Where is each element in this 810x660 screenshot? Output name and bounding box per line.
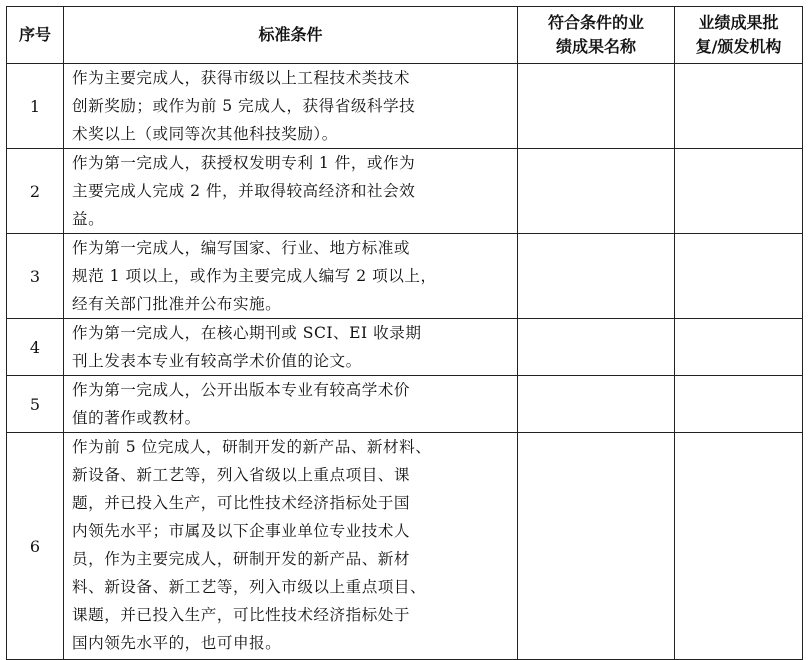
table-row <box>7 64 803 149</box>
header-index: 序号 <box>7 7 64 64</box>
row-condition: 作为前 5 位完成人，研制开发的新产品、新材料、 新设备、新工艺等，列入省级以上重点项目、课 题，并已投入生产，可比性技术经济指标处于国 内领先水平；市属及以下企事业单位专业技术人 员，作为主要完成人，研制开发的新产品、新材 料、新设备、新工艺等，列入市级以上重点项目、 课题，并已投入生产，可比性技术经济指标处于 国内领先水平的，也可申报。 <box>64 433 518 660</box>
issuer-cell[interactable] <box>675 433 803 660</box>
issuer-cell[interactable] <box>675 64 803 149</box>
row-index: 3 <box>7 234 64 319</box>
row-condition: 作为第一完成人，公开出版本专业有较高学术价 值的著作或教材。 <box>64 376 518 433</box>
row-index: 1 <box>7 64 64 149</box>
achievement-name-cell[interactable] <box>518 234 675 319</box>
issuer-cell[interactable] <box>675 149 803 234</box>
row-index: 4 <box>7 319 64 376</box>
table-row <box>7 319 803 376</box>
issuer-cell[interactable] <box>675 234 803 319</box>
achievement-name-cell[interactable] <box>518 376 675 433</box>
row-index: 5 <box>7 376 64 433</box>
row-index: 2 <box>7 149 64 234</box>
row-index: 6 <box>7 433 64 660</box>
standards-table-container <box>6 6 803 660</box>
achievement-name-cell[interactable] <box>518 319 675 376</box>
table-row <box>7 234 803 319</box>
header-achievement-name: 符合条件的业 绩成果名称 <box>518 7 675 64</box>
standards-table <box>6 6 803 660</box>
table-header-row <box>7 7 803 64</box>
row-condition: 作为主要完成人，获得市级以上工程技术类技术 创新奖励；或作为前 5 完成人，获得省级科学技 术奖以上（或同等次其他科技奖励）。 <box>64 64 518 149</box>
row-condition: 作为第一完成人，在核心期刊或 SCI、EI 收录期 刊上发表本专业有较高学术价值的论文。 <box>64 319 518 376</box>
achievement-name-cell[interactable] <box>518 64 675 149</box>
row-condition: 作为第一完成人，获授权发明专利 1 件，或作为 主要完成人完成 2 件，并取得较高经济和社会效 益。 <box>64 149 518 234</box>
table-row <box>7 376 803 433</box>
header-condition: 标准条件 <box>64 7 518 64</box>
issuer-cell[interactable] <box>675 319 803 376</box>
achievement-name-cell[interactable] <box>518 149 675 234</box>
row-condition: 作为第一完成人，编写国家、行业、地方标准或 规范 1 项以上，或作为主要完成人编写 2 项以上， 经有关部门批准并公布实施。 <box>64 234 518 319</box>
issuer-cell[interactable] <box>675 376 803 433</box>
table-row <box>7 433 803 660</box>
achievement-name-cell[interactable] <box>518 433 675 660</box>
header-issuer: 业绩成果批 复/颁发机构 <box>675 7 803 64</box>
table-row <box>7 149 803 234</box>
